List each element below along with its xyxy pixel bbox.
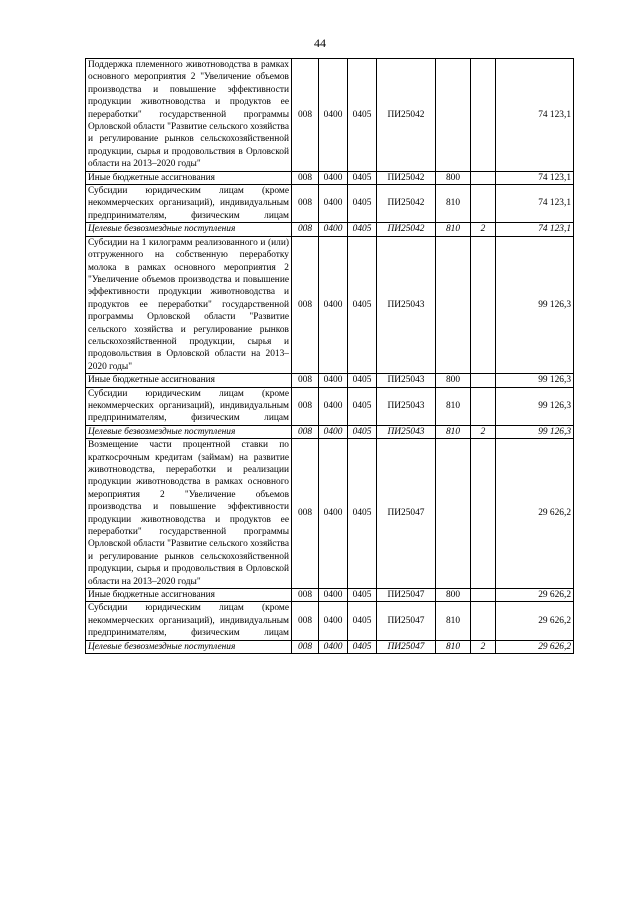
row-name-cell: Целевые безвозмездные поступления	[86, 223, 292, 236]
section-code-cell: 0400	[319, 236, 348, 373]
row-name-cell: Иные бюджетные ассигнования	[86, 589, 292, 602]
section-code-cell: 0400	[319, 171, 348, 184]
target-article-cell: ПИ25042	[377, 223, 436, 236]
target-article-cell: ПИ25043	[377, 236, 436, 373]
row-name-cell: Субсидии юридическим лицам (кроме некоммерческих организаций), индивидуальным предпринимателям, физическим лицам	[86, 387, 292, 425]
funding-source-cell	[471, 185, 496, 223]
amount-cell: 74 123,1	[496, 171, 574, 184]
ministry-code-cell: 008	[292, 171, 319, 184]
subsection-code-cell: 0405	[348, 374, 377, 387]
expense-type-cell	[436, 59, 471, 172]
ministry-code-cell: 008	[292, 425, 319, 438]
funding-source-cell	[471, 602, 496, 640]
row-name-cell: Возмещение части процентной ставки по краткосрочным кредитам (займам) на развитие животноводства, переработки и реализации продукции животноводства в рамках основного мероприятия 2 "Увеличение объемов производства и повышение эффективности продукции животноводства и продуктов ее переработки" государственной программы Орловской области "Развитие сельского хозяйства и регулирование рынков сельскохозяйственной продукции, сырья и продовольствия в Орловской области на 2013–2020 годы"	[86, 439, 292, 589]
ministry-code-cell: 008	[292, 223, 319, 236]
table-row	[86, 602, 574, 640]
ministry-code-cell: 008	[292, 185, 319, 223]
target-article-cell: ПИ25043	[377, 374, 436, 387]
section-code-cell: 0400	[319, 425, 348, 438]
amount-cell: 29 626,2	[496, 602, 574, 640]
target-article-cell: ПИ25042	[377, 59, 436, 172]
amount-cell: 99 126,3	[496, 425, 574, 438]
expense-type-cell: 810	[436, 640, 471, 653]
section-code-cell: 0400	[319, 439, 348, 589]
section-code-cell: 0400	[319, 223, 348, 236]
table-row	[86, 171, 574, 184]
subsection-code-cell: 0405	[348, 171, 377, 184]
expense-type-cell	[436, 439, 471, 589]
amount-cell: 99 126,3	[496, 387, 574, 425]
ministry-code-cell: 008	[292, 439, 319, 589]
table-row	[86, 589, 574, 602]
table-row	[86, 59, 574, 172]
target-article-cell: ПИ25043	[377, 425, 436, 438]
target-article-cell: ПИ25043	[377, 387, 436, 425]
expense-type-cell: 810	[436, 185, 471, 223]
funding-source-cell	[471, 387, 496, 425]
subsection-code-cell: 0405	[348, 425, 377, 438]
expense-type-cell	[436, 236, 471, 373]
section-code-cell: 0400	[319, 185, 348, 223]
funding-source-cell	[471, 59, 496, 172]
amount-cell: 29 626,2	[496, 439, 574, 589]
subsection-code-cell: 0405	[348, 602, 377, 640]
row-name-cell: Поддержка племенного животноводства в рамках основного мероприятия 2 "Увеличение объемов производства и повышение эффективности продукции животноводства и продуктов ее переработки" государственной программы Орловской области "Развитие сельского хозяйства и регулирование рынков сельскохозяйственной продукции, сырья и продовольствия в Орловской области на 2013–2020 годы"	[86, 59, 292, 172]
target-article-cell: ПИ25042	[377, 185, 436, 223]
funding-source-cell	[471, 439, 496, 589]
funding-source-cell	[471, 589, 496, 602]
funding-source-cell: 2	[471, 223, 496, 236]
subsection-code-cell: 0405	[348, 589, 377, 602]
ministry-code-cell: 008	[292, 236, 319, 373]
funding-source-cell: 2	[471, 640, 496, 653]
funding-source-cell	[471, 374, 496, 387]
section-code-cell: 0400	[319, 387, 348, 425]
section-code-cell: 0400	[319, 59, 348, 172]
subsection-code-cell: 0405	[348, 439, 377, 589]
table-row	[86, 425, 574, 438]
table-row	[86, 640, 574, 653]
row-name-cell: Субсидии юридическим лицам (кроме некоммерческих организаций), индивидуальным предпринимателям, физическим лицам	[86, 185, 292, 223]
target-article-cell: ПИ25047	[377, 640, 436, 653]
table-row	[86, 439, 574, 589]
expense-type-cell: 800	[436, 171, 471, 184]
expense-type-cell: 810	[436, 602, 471, 640]
funding-source-cell	[471, 171, 496, 184]
expense-type-cell: 810	[436, 223, 471, 236]
subsection-code-cell: 0405	[348, 236, 377, 373]
expense-type-cell: 810	[436, 387, 471, 425]
table-row	[86, 223, 574, 236]
funding-source-cell: 2	[471, 425, 496, 438]
amount-cell: 99 126,3	[496, 374, 574, 387]
section-code-cell: 0400	[319, 602, 348, 640]
table-row	[86, 387, 574, 425]
budget-table	[85, 58, 574, 654]
expense-type-cell: 800	[436, 374, 471, 387]
row-name-cell: Субсидии на 1 килограмм реализованного и (или) отгруженного на собственную переработку молока в рамках основного мероприятия 2 "Увеличение объемов производства и повышение эффективности продукции животноводства и продуктов ее переработки" государственной программы Орловской области "Развитие сельского хозяйства и регулирование рынков сельскохозяйственной продукции, сырья и продовольствия в Орловской области на 2013–2020 годы"	[86, 236, 292, 373]
ministry-code-cell: 008	[292, 589, 319, 602]
table-row	[86, 185, 574, 223]
expense-type-cell: 810	[436, 425, 471, 438]
section-code-cell: 0400	[319, 374, 348, 387]
section-code-cell: 0400	[319, 640, 348, 653]
funding-source-cell	[471, 236, 496, 373]
page-number: 44	[314, 36, 326, 50]
ministry-code-cell: 008	[292, 387, 319, 425]
table-row	[86, 236, 574, 373]
table-row	[86, 374, 574, 387]
amount-cell: 29 626,2	[496, 640, 574, 653]
expense-type-cell: 800	[436, 589, 471, 602]
amount-cell: 74 123,1	[496, 59, 574, 172]
subsection-code-cell: 0405	[348, 387, 377, 425]
target-article-cell: ПИ25047	[377, 589, 436, 602]
row-name-cell: Иные бюджетные ассигнования	[86, 171, 292, 184]
amount-cell: 74 123,1	[496, 223, 574, 236]
ministry-code-cell: 008	[292, 640, 319, 653]
target-article-cell: ПИ25047	[377, 439, 436, 589]
ministry-code-cell: 008	[292, 374, 319, 387]
subsection-code-cell: 0405	[348, 185, 377, 223]
amount-cell: 29 626,2	[496, 589, 574, 602]
subsection-code-cell: 0405	[348, 640, 377, 653]
ministry-code-cell: 008	[292, 602, 319, 640]
target-article-cell: ПИ25042	[377, 171, 436, 184]
section-code-cell: 0400	[319, 589, 348, 602]
row-name-cell: Субсидии юридическим лицам (кроме некоммерческих организаций), индивидуальным предпринимателям, физическим лицам	[86, 602, 292, 640]
row-name-cell: Иные бюджетные ассигнования	[86, 374, 292, 387]
ministry-code-cell: 008	[292, 59, 319, 172]
target-article-cell: ПИ25047	[377, 602, 436, 640]
amount-cell: 99 126,3	[496, 236, 574, 373]
subsection-code-cell: 0405	[348, 59, 377, 172]
subsection-code-cell: 0405	[348, 223, 377, 236]
row-name-cell: Целевые безвозмездные поступления	[86, 640, 292, 653]
row-name-cell: Целевые безвозмездные поступления	[86, 425, 292, 438]
amount-cell: 74 123,1	[496, 185, 574, 223]
